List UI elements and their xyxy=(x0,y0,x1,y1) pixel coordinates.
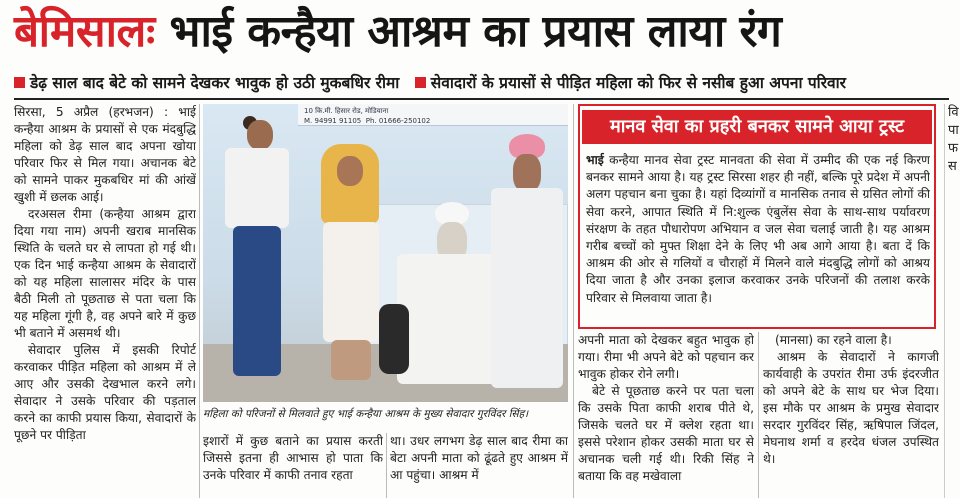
cutoff-column: वि पा फ स xyxy=(944,104,960,498)
paragraph: सिरसा, 5 अप्रैल (हरभजन) : भाई कन्हैया आश्रम के प्रयासों से एक मंदबुद्धि महिला को डेढ़ साल बाद अपना खोया परिवार फिर से मिल गया। अचानक बेटे को सामने पाकर मुकबधिर मां की आंखें खुशी में छलक आई। xyxy=(14,105,196,204)
paragraph: (मानसा) का रहने वाला है। xyxy=(775,333,892,347)
subheadline-2: सेवादारों के प्रयासों से पीड़ित महिला को फिर से नसीब हुआ अपना परिवार xyxy=(430,74,847,92)
headline-black: भाई कन्हैया आश्रम का प्रयास लाया रंग xyxy=(169,6,782,57)
red-square-bullet-icon xyxy=(415,77,426,88)
subheadlines xyxy=(14,70,944,98)
person-mother-salwar xyxy=(331,340,371,380)
person-pink-turban-face xyxy=(513,154,541,192)
box-text xyxy=(586,152,930,327)
box-text-dropcap: भाई xyxy=(586,153,604,167)
box-text-body: कन्हैया मानव सेवा ट्रस्ट मानवता की सेवा में उम्मीद की एक नई किरण बनकर सामने आया है। यह ट्रस्ट सिरसा शहर ही नहीं, बल्कि पूरे प्रदेश में अपनी अलग पहचान बना चुका है। यहां दिव्यांगों व मानसिक तनाव से ग्रसित लोगों की सेवा करने, आपात स्थिति में नि:शुल्क एंबुलेंस सेवा के साथ-साथ पर्यावरण संरक्षण के तहत पौधारोपण अभियान व जल सेवा चलाई जाती है। यह आश्रम गरीब बच्चों को मुफ्त शिक्षा देने के लिए भी अब आगे आया है। बता दें कि आश्रम की ओर से गलियों व चौराहों में मिलने वाले मंदबुद्धि लोगों को आश्रय दिया जाता है और उनका इलाज करवाकर उनके परिजनों की तलाश करके परिवार से मिलवाया जाता है। xyxy=(586,153,930,305)
paragraph: बेटे से पूछताछ करने पर पता चला कि उसके पिता काफी शराब पीते थे, जिसके चलते घर में क्लेश रहता था। इससे परेशान होकर उसकी माता घर से अचानक चली गई थी। रिकी सिंह ने बताया कि वह मखेवाला xyxy=(578,384,754,483)
article-column-3b xyxy=(763,332,939,498)
box-title: मानव सेवा का प्रहरी बनकर सामने आया ट्रस्ट xyxy=(582,110,932,144)
person-sevadar-kurta xyxy=(397,254,505,384)
headline-red: बेमिसालः xyxy=(14,6,155,57)
person-son-shirt xyxy=(225,148,289,228)
trust-info-box xyxy=(578,104,936,329)
person-son-jeans xyxy=(233,226,281,376)
column-divider xyxy=(199,104,200,498)
banner-phone-2: Ph. 01666-250102 xyxy=(365,117,431,125)
photo-caption: महिला को परिजनों से मिलवाते हुए भाई कन्हैया आश्रम के मुख्य सेवादार गुरविंदर सिंह। xyxy=(203,408,529,420)
article-column-3a xyxy=(578,332,754,498)
headline xyxy=(14,2,944,64)
paragraph: आश्रम के सेवादारों ने कागजी कार्यवाही के उपरांत रीमा उर्फ इंदरजीत को अपने बेटे के साथ घर भेज दिया। इस मौके पर आश्रम के प्रमुख सेवादार सरदार गुरविंदर सिंह, ऋषिपाल जिंदल, मेघनाथ शर्मा व हरदेव धंजल उपस्थित थे। xyxy=(763,350,939,466)
article-column-2a: इशारों में कुछ बताने का प्रयास करती जिससे इतना ही आभास हो पाता कि उनके परिवार में काफी तनाव रहता xyxy=(203,434,383,482)
ashram-banner xyxy=(298,104,568,126)
banner-phone: M. 94991 91105 xyxy=(304,117,362,125)
column-divider xyxy=(758,332,759,498)
headline-rule xyxy=(14,98,949,100)
article-column-2b: था। उधर लगभग डेढ़ साल बाद रीमा का बेटा अपनी माता को ढूंढते हुए आश्रम में आ पहुंचा। आश्रम में xyxy=(390,434,568,482)
paragraph: सेवादार पुलिस में इसकी रिपोर्ट करवाकर पीड़ित महिला को आश्रम में ले आए और उसकी देखभाल करने लगे। सेवादार ने उसके परिवार की पड़ताल करने का काफी प्रयास किया, सेवादारों के पूछने पर पीड़िता xyxy=(14,343,196,442)
column-divider xyxy=(386,433,387,498)
person-mother-face xyxy=(337,156,363,186)
paragraph: दरअसल रीमा (कन्हैया आश्रम द्वारा दिया गया नाम) अपनी खराब मानसिक स्थिति के चलते घर से लापता हो गई थी। एक दिन भाई कन्हैया आश्रम के सेवादारों को यह महिला सालासर मंदिर के पास बैठी मिली तो पूछताछ से पता चला कि यह महिला गूंगी है, वह अपने बारे में कुछ भी बताने में असमर्थ थी। xyxy=(14,207,196,340)
person-mother-suit xyxy=(323,222,379,342)
red-square-bullet-icon xyxy=(14,77,25,88)
wheelchair xyxy=(379,304,409,374)
person-pink-turban-kurta xyxy=(491,188,563,388)
column-divider xyxy=(573,104,574,498)
paragraph: अपनी माता को देखकर बहुत भावुक हो गया। रीमा भी अपने बेटे को पहचान कर भावुक होकर रोने लगी। xyxy=(578,333,754,381)
news-photo xyxy=(203,104,568,402)
article-column-1 xyxy=(14,104,196,498)
banner-text: 10 कि.मी. हिसार रोड, मोडियाना xyxy=(304,107,389,115)
person-sevadar-turban xyxy=(435,202,469,224)
subheadline-1: डेढ़ साल बाद बेटे को सामने देखकर भावुक हो उठी मुकबधिर रीमा xyxy=(30,74,400,92)
person-son-face xyxy=(247,120,273,150)
